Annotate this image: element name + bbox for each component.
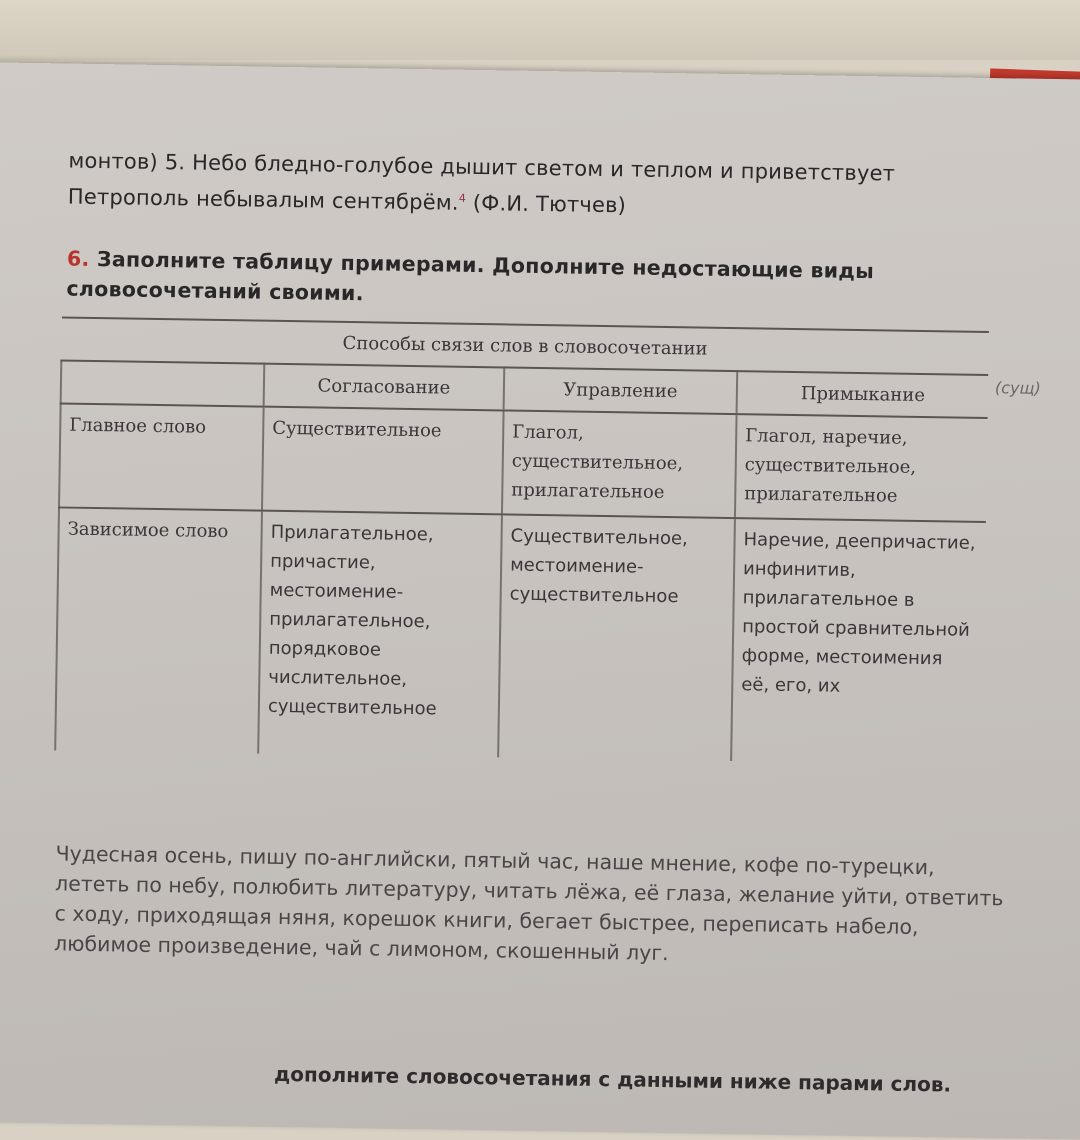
exercise-number: 6. xyxy=(66,246,90,271)
row-label-dependent-word: Зависимое слово xyxy=(55,507,262,753)
background-wall xyxy=(0,0,1080,60)
cell-dependent-adjunction: Наречие, деепричастие, инфинитив, прилагательное в простой сравнительной форме, местоимения её, его, их xyxy=(731,518,986,765)
row-label-main-word: Главное слово xyxy=(59,403,264,510)
footnote-marker: 4 xyxy=(458,191,467,205)
cell-main-agreement: Существительное xyxy=(262,407,504,515)
table-caption: Способы связи слов в словосочетании xyxy=(61,317,989,375)
book-page xyxy=(0,62,1080,1140)
word-connection-table xyxy=(54,316,989,765)
table-row xyxy=(55,507,986,765)
header-empty xyxy=(61,360,265,406)
intro-line-1: монтов) 5. Небо бледно-голубое дышит светом и теплом и приветствует xyxy=(68,148,896,186)
exercise-6-task xyxy=(66,244,1007,319)
intro-author: (Ф.И. Тютчев) xyxy=(465,190,627,218)
word-combinations-list: Чудесная осень, пишу по-английски, пятый час, наше мнение, кофе по-турецки, лететь по небу, полюбить литературу, читать лёжа, её глаза, желание уйти, ответить с ходу, приходящая няня, корешок книги, бегает быстрее, переписать набело, любимое произведение, чай с лимоном, скошенный луг. xyxy=(53,841,1004,966)
cell-main-adjunction: Глагол, наречие, существительное, прилагательное xyxy=(735,414,988,522)
header-government: Управление xyxy=(504,367,738,414)
header-agreement: Согласование xyxy=(264,364,505,411)
cell-main-government: Глагол, существительное, прилагательное xyxy=(502,410,737,518)
next-exercise-fragment: дополните словосочетания с данными ниже парами слов. xyxy=(273,1061,952,1097)
cell-dependent-government: Существительное, местоимение-существительное xyxy=(498,514,735,761)
pencil-margin-note: (сущ) xyxy=(994,378,1041,398)
previous-exercise-ending xyxy=(68,146,1009,228)
table-row xyxy=(59,403,988,522)
intro-line-2-text: Петрополь небывалым сентябрём. xyxy=(67,184,459,215)
cell-dependent-agreement: Прилагательное, причастие, местоимение-прилагательное, порядковое числительное, существительное xyxy=(258,511,502,758)
header-adjunction: Примыкание xyxy=(737,371,989,418)
exercise-text: Заполните таблицу примерами. Дополните недостающие виды словосочетаний своими. xyxy=(66,246,875,306)
